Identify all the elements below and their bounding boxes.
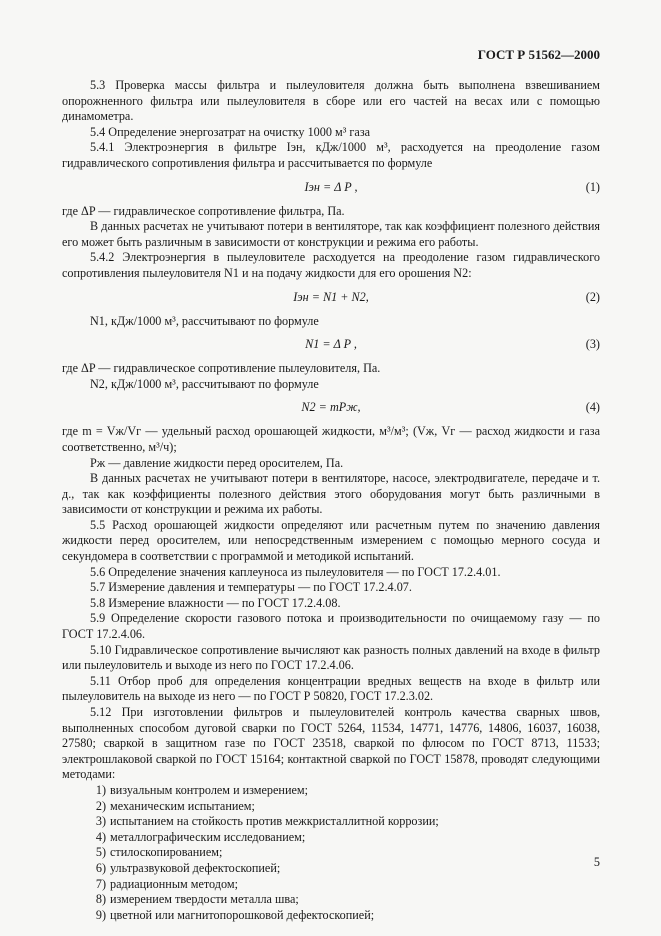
formula-2 (62, 282, 600, 314)
paragraph-5-4-1: 5.4.1 Электроэнергия в фильтре Iэн, кДж/1000 м³, расходуется на преодоление газом гидравлического сопротивления фильтра и рассчитывается по формуле (62, 140, 600, 170)
paragraph-5-3: 5.3 Проверка массы фильтра и пылеуловителя должна быть выполнена взвешиванием опорожненного фильтра или пылеуловителя в сборе или его частей на весах или с помощью динамометра. (62, 78, 600, 124)
list-item: 9) цветной или магнитопорошковой дефектоскопией; (95, 907, 375, 922)
paragraph-5-9: 5.9 Определение скорости газового потока и производительности по очищаемому газу — по ГОСТ 17.2.4.06. (62, 611, 600, 642)
formula-4-expression: N2 = mPж, (301, 400, 361, 415)
paragraph-5-12: 5.12 При изготовлении фильтров и пылеуловителей контроль качества сварных швов, выполненных способом дуговой сварки по ГОСТ 5264, 11534, 14771, 14776, 14806, 16037, 16038, 27580; сваркой в защитном газе по ГОСТ 23518, сваркой по флюсом по ГОСТ 8713, 11533; электрошлаковой сваркой по ГОСТ 15164; контактной сваркой по ГОСТ 15878, проводят следующими методами: (62, 705, 600, 782)
list-item: 8) измерением твердости металла шва; (95, 892, 299, 907)
document-page (62, 0, 600, 936)
formula-4 (62, 392, 600, 424)
paragraph-5-4-2: 5.4.2 Электроэнергия в пылеуловителе расходуется на преодоление газом гидравлического сопротивления пылеуловителя N1 и на подачу жидкости для его орошения N2: (62, 250, 600, 280)
list-item: 7) радиационным методом; (95, 876, 238, 891)
formula-3 (62, 329, 600, 361)
formula-1-expression: Iэн = Δ P , (304, 179, 358, 194)
formula-2-number: (2) (585, 289, 600, 304)
list-item: 3) испытанием на стойкость против межкристаллитной коррозии; (95, 814, 439, 829)
paragraph-5-7: 5.7 Измерение давления и температуры — по ГОСТ 17.2.4.07. (90, 580, 412, 595)
list-item: 6) ультразвуковой дефектоскопией; (95, 860, 281, 875)
list-item: 2) механическим испытанием; (95, 798, 255, 813)
list-item: 1) визуальным контролем и измерением; (95, 782, 308, 797)
paragraph-m-definition: где m = Vж/Vг — удельный расход орошающей жидкости, м³/м³; (Vж, Vг — расход жидкости и газа соответственно, м³/ч); (62, 424, 600, 454)
paragraph-n1: N1, кДж/1000 м³, рассчитывают по формуле (90, 313, 319, 328)
paragraph-delta-p-filter: где ΔP — гидравлическое сопротивление фильтра, Па. (62, 203, 345, 218)
document-code: ГОСТ Р 51562—2000 (477, 47, 600, 62)
formula-2-expression: Iэн = N1 + N2, (293, 289, 369, 304)
paragraph-p-liquid: Pж — давление жидкости перед оросителем, Па. (90, 455, 344, 470)
paragraph-5-11: 5.11 Отбор проб для определения концентрации вредных веществ на входе в фильтр или пылеуловитель на выходе из него — по ГОСТ Р 50820, ГОСТ 17.2.3.02. (62, 673, 600, 704)
paragraph-5-8: 5.8 Измерение влажности — по ГОСТ 17.2.4.08. (90, 595, 341, 610)
page-number: 5 (593, 855, 600, 869)
list-item: 4) металлографическим исследованием; (95, 829, 306, 844)
paragraph-5-5: 5.5 Расход орошающей жидкости определяют или расчетным путем по значению давления жидкости перед оросителем, или непосредственным измерением с помощью мерного сосуда и секундомера в соответствии с программой и методикой испытаний. (62, 517, 600, 564)
paragraph-5-10: 5.10 Гидравлическое сопротивление вычисляют как разность полных давлений на входе в фильтр или пылеуловитель и выходе из него по ГОСТ 17.2.4.06. (62, 642, 600, 673)
document-body (62, 78, 600, 923)
paragraph-n2: N2, кДж/1000 м³, рассчитывают по формуле (90, 376, 319, 391)
formula-3-number: (3) (585, 337, 600, 352)
paragraph-5-4: 5.4 Определение энергозатрат на очистку 1000 м³ газа (90, 124, 371, 139)
paragraph-losses-1: В данных расчетах не учитывают потери в вентиляторе, так как коэффициент полезного действия его может быть различным в зависимости от конструкции и режима его работы. (62, 219, 600, 249)
list-item: 5) стилоскопированием; (95, 845, 223, 860)
paragraph-delta-p-collector: где ΔP — гидравлическое сопротивление пылеуловителя, Па. (62, 361, 381, 376)
formula-1 (62, 172, 600, 204)
methods-list (62, 783, 600, 923)
paragraph-5-6: 5.6 Определение значения каплеуноса из пылеуловителя — по ГОСТ 17.2.4.01. (90, 564, 501, 579)
paragraph-losses-2: В данных расчетах не учитывают потери в вентиляторе, насосе, электродвигателе, передаче и т. д., так как коэффициенты полезного действия этого оборудования могут быть различными в зависимости от конструкции и режима их работы. (62, 471, 600, 517)
formula-3-expression: N1 = Δ P , (305, 337, 357, 352)
formula-1-number: (1) (585, 179, 600, 194)
formula-4-number: (4) (585, 400, 600, 415)
